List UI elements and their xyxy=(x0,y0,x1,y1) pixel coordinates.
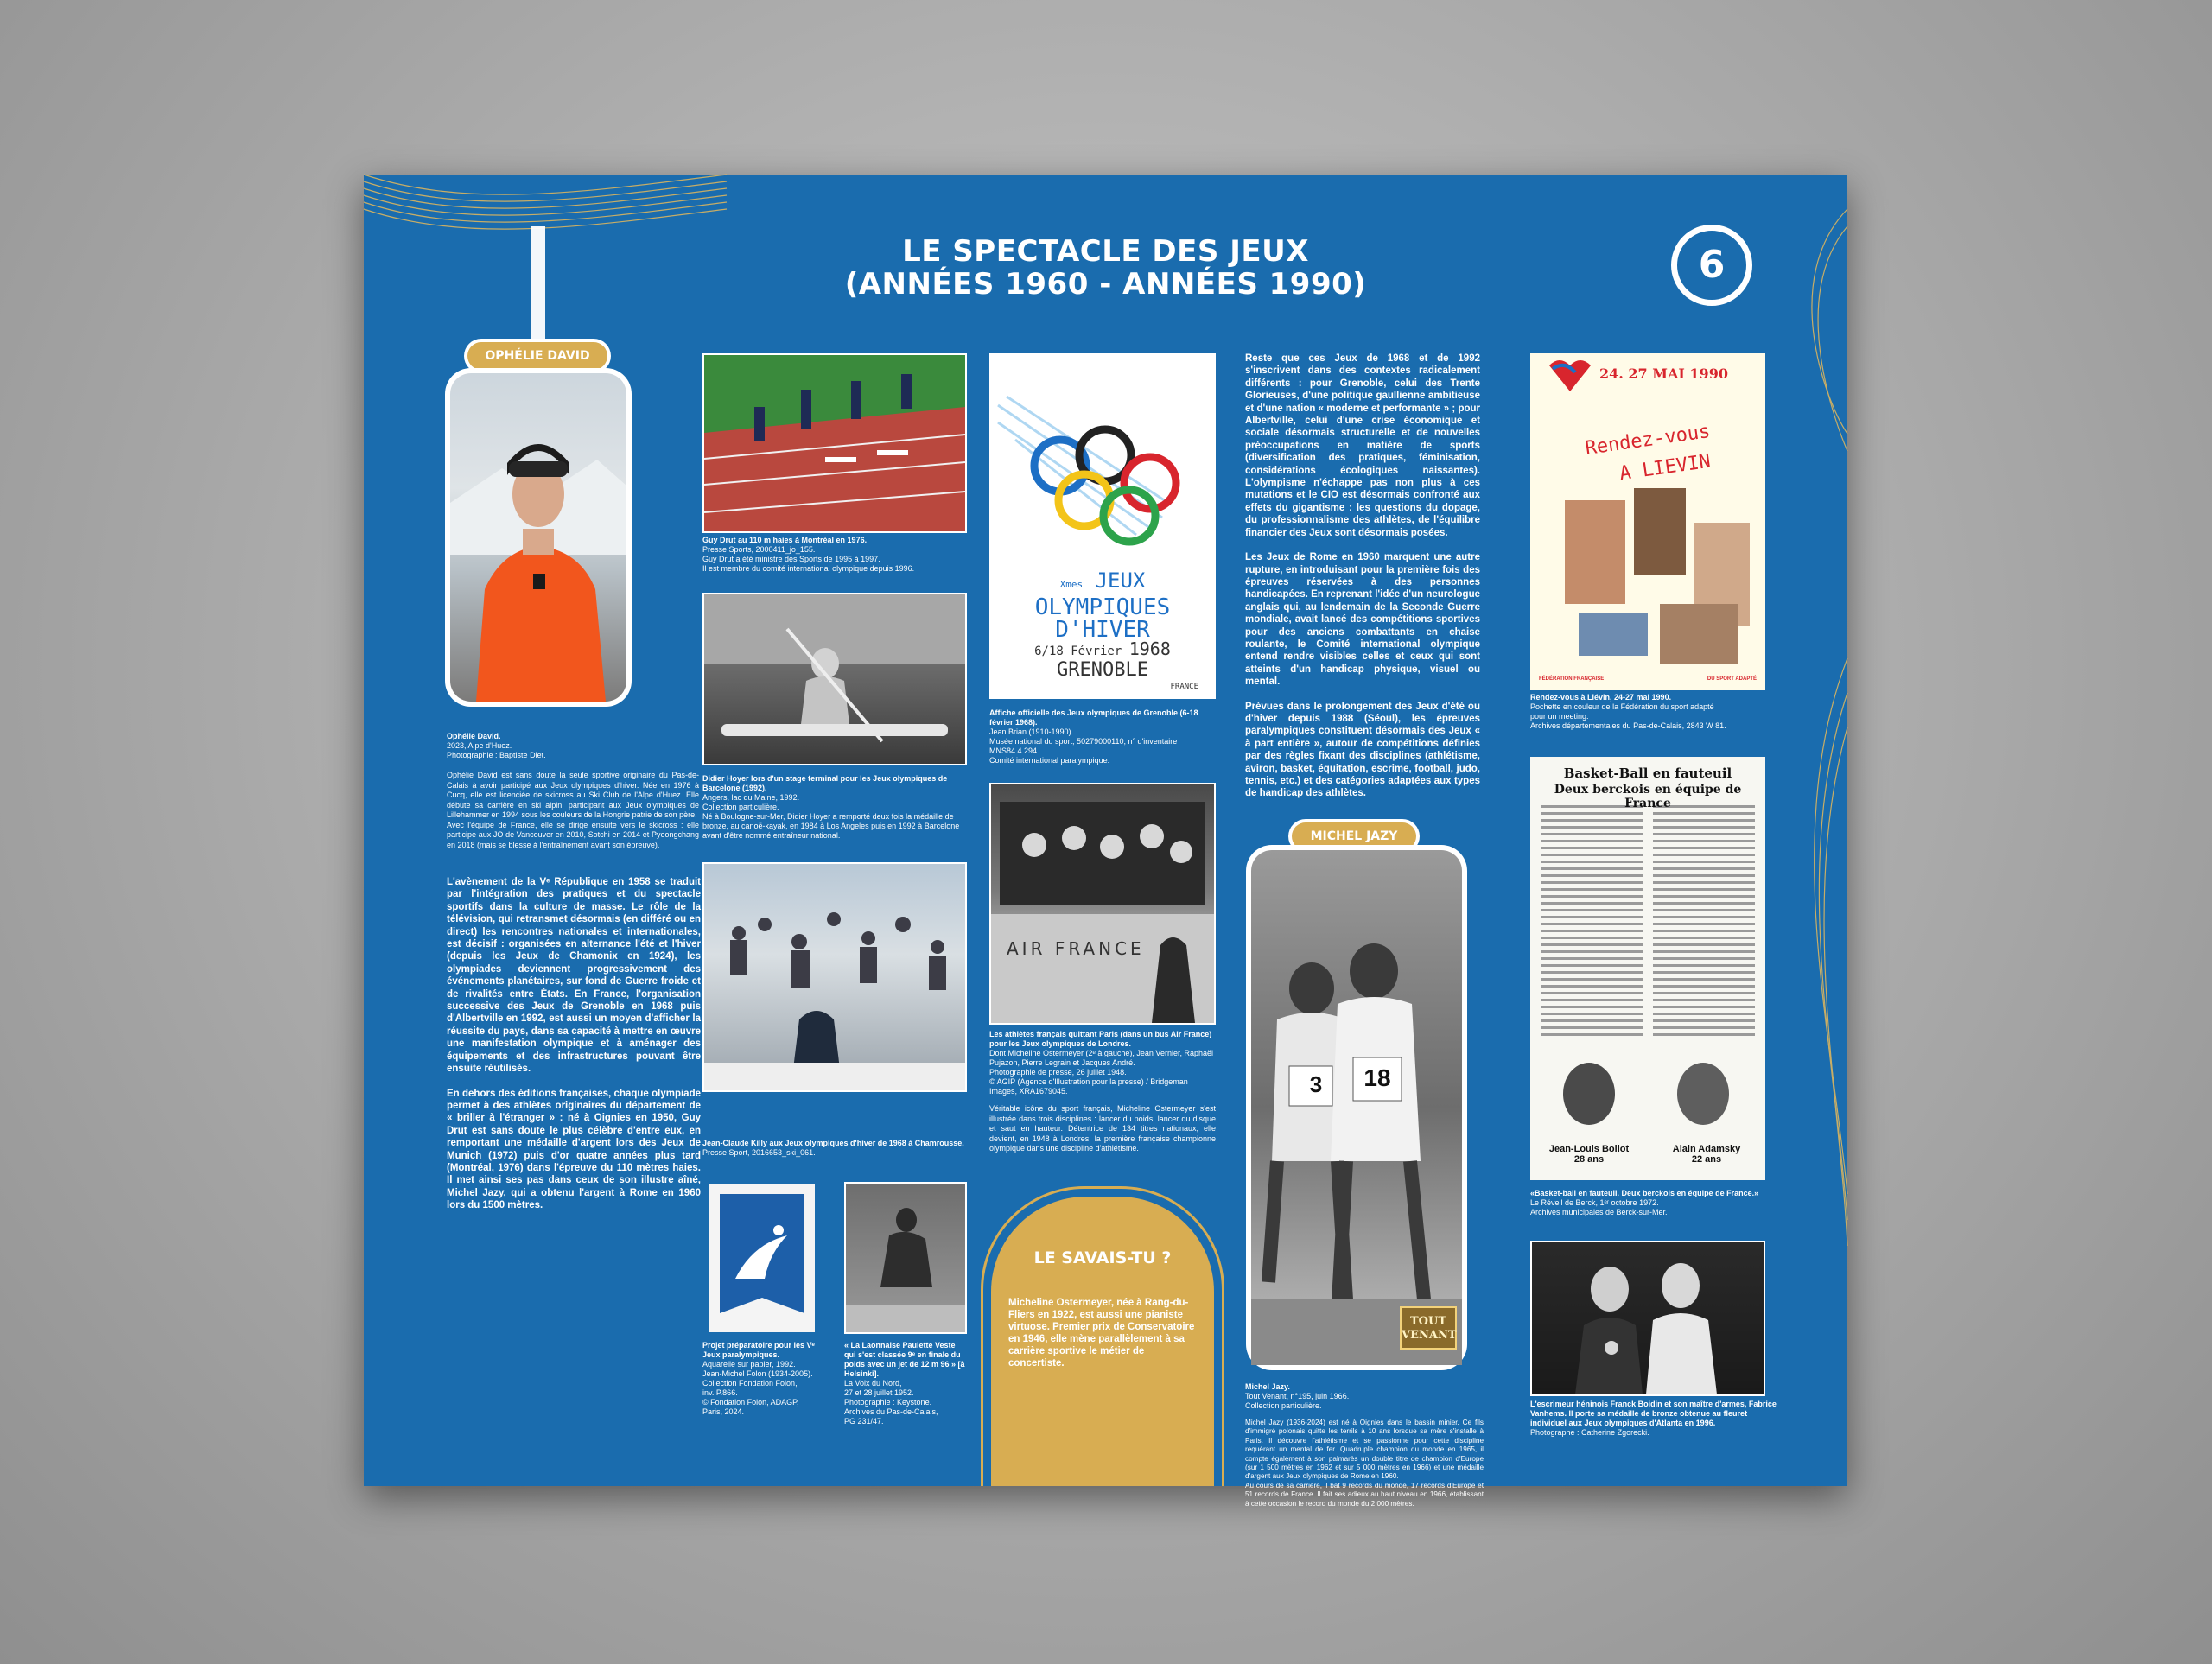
title-line-2: (ANNÉES 1960 - ANNÉES 1990) xyxy=(844,267,1367,302)
photo-air-france-bus xyxy=(989,783,1216,1025)
tag-ophelie-david: OPHÉLIE DAVID xyxy=(467,342,607,370)
bib-18: 18 xyxy=(1363,1064,1391,1091)
flyer-date: 24. 27 MAI 1990 xyxy=(1599,365,1728,382)
paragraph-contextes: Reste que ces Jeux de 1968 et de 1992 s'inscrivent dans des contextes radicalement différents : pour Grenoble, celui des Trente Glorieuses, d'une politique gaullienne ambitieuse et d'une nation « moderne et performante » ; pour Albertville, celui d'une crise économique et sociale désormais structurelle et de nouvelles préoccupations en matière de sports (diversification des pratiques, féminisation, considérations écologiques naissantes). L'olympisme n'échappe pas non plus à ces mutations et le CIO est désormais confronté aux effets du gigantisme : les questions du dopage, du professionnalisme des athlètes, de l'équilibre financier des Jeux sont désormais posées. xyxy=(1245,353,1480,538)
savais-title: LE SAVAIS-TU ? xyxy=(1033,1248,1172,1267)
photo-guy-drut xyxy=(702,353,967,533)
news-columns xyxy=(1530,757,1765,1180)
caption-didier-hoyer: Didier Hoyer lors d'un stage terminal pour les Jeux olympiques de Barcelone (1992). Angers, lac du Maine, 1992. Collection particulière. Né à Boulogne-sur-Mer, Didier Hoyer a remporté deux fois la médaille de bronze, au canoë-kayak, en 1984 à Los Angeles puis en 1992 à Barcelone avant d'être nommé entraîneur national. xyxy=(702,774,960,840)
exhibition-panel xyxy=(364,175,1847,1508)
page-title xyxy=(364,235,1847,301)
bus-photo xyxy=(991,784,1214,1023)
poster-grenoble-1968 xyxy=(989,353,1216,699)
caption-guy-drut: Guy Drut au 110 m haies à Montréal en 1976. Presse Sports, 2000411_jo_155. Guy Drut a été ministre des Sports de 1995 à 1997. Il est membre du comité international olympique depuis 1996. xyxy=(702,536,915,573)
tag-michel-jazy: MICHEL JAZY xyxy=(1292,822,1416,850)
caption-ophelie-david: Ophélie David. 2023, Alpe d'Huez. Photographie : Baptiste Diet. xyxy=(447,732,546,759)
olympic-rings-art xyxy=(989,353,1216,569)
portrait-michel-jazy xyxy=(1246,845,1467,1370)
bio-michel-jazy: Michel Jazy (1936-2024) est né à Oignies dans le bassin minier. Ce fils d'immigré polonais quitte les terrils à 10 ans lorsque sa mère s'installe à Paris. Il découvre l'athlétisme et se passionne pour cette discipline requérant un mental de fer. Quadruple champion du monde en 1965, il compte également à son palmarès un double titre de champion d'Europe (sur 1 500 mètres en 1962 et sur 5 000 mètres en 1966) et une médaille d'argent aux Jeux olympiques de Rome en 1960. Au cours de sa carrière, il bat 9 records du monde, 17 records d'Europe et 51 records de France. Il fait ses adieux au haut niveau en 1966, établissant à cette occasion le record du monde du 2 000 mètres. xyxy=(1245,1419,1484,1508)
flyer-footer-left: FÉDÉRATION FRANÇAISE xyxy=(1539,676,1605,682)
crowd-photo xyxy=(704,864,965,1090)
fencers-photo xyxy=(1532,1242,1764,1394)
news-headline-2: Deux berckois en équipe de France xyxy=(1554,783,1742,810)
flyer-footer-right: DU SPORT ADAPTÉ xyxy=(1707,676,1757,682)
bib-3: 3 xyxy=(1309,1071,1323,1097)
poster-text: Xmes JEUX OLYMPIQUES D'HIVER 6/18 Février 1968 GRENOBLE FRANCE xyxy=(1034,568,1198,691)
flyer-a-lievin: A LIEVIN xyxy=(1618,450,1713,486)
track-photo xyxy=(704,355,965,531)
bio-ophelie-david: Ophélie David est sans doute la seule sportive originaire du Pas-de-Calais à avoir participé aux Jeux olympiques d'hiver. Née en 1976 à Cucq, elle est licenciée de skicross au Ski Club de l'Alpe d'Huez. Elle débute sa carrière en ski alpin, participant aux Jeux olympiques de Lillehammer en 1994 sous les couleurs de la Hongrie patrie de son père. Avec l'équipe de France, elle se dirige ensuite vers le skicross : elle participe aux JO de Vancouver en 2010, Sotchi en 2014 et Pyeongchang en 2018 (mais se blesse à l'entraînement avant son épreuve). xyxy=(447,771,699,849)
photo-paulette-veste xyxy=(844,1182,967,1334)
race-photo xyxy=(1251,850,1462,1365)
photo-didier-hoyer xyxy=(702,593,967,765)
paragraph-rome-1960: Les Jeux de Rome en 1960 marquent une autre rupture, en introduisant pour la première fois des épreuves réservées à des personnes handicapées. En reprenant l'idée d'un neurologue anglais qui, au lendemain de la Seconde Guerre mondiale, avait lancé des compétitions sportives pour des anciens combattants en chaise roulante, le Comité international olympique entend rendre visibles celles et ceux qui sont atteints d'un handicap physique, visuel ou mental. xyxy=(1245,552,1480,688)
caption-air-france: Les athlètes français quittant Paris (dans un bus Air France) pour les Jeux olympiques de Londres. Dont Micheline Ostermeyer (2ᵉ à gauche), Jean Vernier, Raphaël Pujazon, Pierre Legrain et Jacques André. Photographie de presse, 26 juillet 1948. © AGIP (Agence d'Illustration pour la presse) / Bridgeman Images, XRA1679045. xyxy=(989,1030,1213,1096)
paragraph-paralympiques: Prévues dans le prolongement des Jeux d'été ou d'hiver depuis 1988 (Séoul), les épreuves paralympiques constituent désormais des Jeux « à part entière », autour de compétitions définies par des règles fixant des disciplines (athlétisme, aviron, basket, équitation, escrime, football, judo, tennis, etc.) et des catégories adaptées aux types de handicap des athlètes. xyxy=(1245,701,1480,799)
caption-poster-grenoble: Affiche officielle des Jeux olympiques de Grenoble (6-18 février 1968). Jean Brian (1910-1990). Musée national du sport, 50279000110, n° d'inventaire MNS84.4.294. Comité international paralympique. xyxy=(989,708,1198,765)
folon-illustration xyxy=(709,1184,815,1332)
skier-photo xyxy=(450,373,626,702)
title-line-1: LE SPECTACLE DES JEUX xyxy=(902,234,1309,269)
news-name-1: Jean-Louis Bollot 28 ans xyxy=(1548,1144,1630,1165)
photo-franck-boidin xyxy=(1530,1241,1765,1396)
caption-franck-boidin: L'escrimeur héninois Franck Boidin et son maître d'armes, Fabrice Vanhems. Il porte sa médaille de bronze obtenue au fleuret individuel aux Jeux olympiques d'Atlanta en 1996. Photographe : Catherine Zgorecki. xyxy=(1530,1400,1777,1437)
caption-paulette-veste: « La Laonnaise Paulette Veste qui s'est classée 9ᵉ en finale du poids avec un jet de 12 m 96 » [à Helsinki]. La Voix du Nord, 27 et 28 juillet 1952. Photographie : Keystone. Archives du Pas-de-Calais, PG 231/47. xyxy=(844,1341,965,1426)
savais-tu-box xyxy=(991,1197,1214,1486)
caption-newspaper: «Basket-ball en fauteuil. Deux berckois en équipe de France.» Le Réveil de Berck, 1ᵉʳ octobre 1972. Archives municipales de Berck-sur-Mer. xyxy=(1530,1189,1759,1216)
news-headline-1: Basket-Ball en fauteuil xyxy=(1563,765,1732,781)
paragraph-briller-etranger: En dehors des éditions françaises, chaque olympiade permet à des athlètes originaires du département de « briller à l'étranger » : né à Oignies en 1950, Guy Drut est sans doute le plus célèbre d'entre eux, en remportant une médaille d'argent lors des Jeux de Munich (1972) puis d'or quatre années plus tard (Montréal, 1976) dans l'épreuve du 110 mètres haies. Il met ainsi ses pas dans ceux de son illustre aîné, Michel Jazy, qui a obtenu l'argent à Rome en 1960 lors du 1500 mètres. xyxy=(447,1088,701,1211)
panel-number-badge: 6 xyxy=(1671,225,1752,306)
folon-watercolor xyxy=(709,1184,815,1332)
flyer-art xyxy=(1530,353,1765,690)
air-france-sign: AIR FRANCE xyxy=(1007,938,1145,959)
newspaper-basket-fauteuil xyxy=(1530,757,1765,1180)
caption-michel-jazy: Michel Jazy. Tout Venant, n°195, juin 1966. Collection particulière. xyxy=(1245,1382,1350,1410)
paragraph-ve-republique: L'avènement de la Vᵉ République en 1958 se traduit par l'intégration des pratiques et du spectacle sportifs dans la culture de masse. Le rôle de la télévision, qui retransmet désormais (en différé ou en direct) les rencontres nationales et internationales, est décisif : organisées en alternance l'été et l'hiver (depuis les Jeux de Chamonix en 1924), les olympiades deviennent progressivement des événements planétaires, sur fond de Guerre froide et de rivalités entre États. En France, l'organisation successive des Jeux de Grenoble en 1968 puis d'Albertville en 1992, est aussi un moyen d'afficher la réussite du pays, dans sa capacité à mettre en œuvre une manifestation olympique et à aménager des équipements et des infrastructures pouvant être ensuite réutilisés. xyxy=(447,877,701,1075)
main-text-col1 xyxy=(447,876,701,1224)
caption-folon: Projet préparatoire pour les Vᵉ Jeux paralympiques. Aquarelle sur papier, 1992. Jean-Michel Folon (1934-2005). Collection Fondation Folon, inv. P.866. © Fondation Folon, ADAGP, Paris, 2024. xyxy=(702,1341,815,1416)
flyer-rendez-vous-lievin xyxy=(1530,353,1765,690)
caption-flyer: Rendez-vous à Liévin, 24-27 mai 1990. Pochette en couleur de la Fédération du sport adapté pour un meeting. Archives départementales du Pas-de-Calais, 2843 W 81. xyxy=(1530,693,1726,730)
portrait-ophelie-david xyxy=(445,368,632,707)
caption-killy: Jean-Claude Killy aux Jeux olympiques d'hiver de 1968 à Chamrousse. Presse Sport, 2016653_ski_061. xyxy=(702,1139,964,1157)
tout-venant-stamp: TOUT VENANT xyxy=(1400,1306,1457,1350)
main-text-col4 xyxy=(1245,352,1480,812)
flyer-rendezvous: Rendez-vous xyxy=(1584,420,1712,460)
canoe-photo xyxy=(704,594,965,764)
text-ostermeyer: Véritable icône du sport français, Micheline Ostermeyer s'est illustrée dans trois disciplines : lancer du poids, lancer du disque et saut en hauteur. Détentrice de 134 titres nationaux, elle devient, en 1948 à Londres, la première française championne olympique dans une discipline d'athlétisme. xyxy=(989,1104,1216,1153)
savais-text: Micheline Ostermeyer, née à Rang-du-Fliers en 1922, est aussi une pianiste virtuose. Premier prix de Conservatoire en 1946, elle mène parallèlement à sa carrière sportive le métier de concertiste. xyxy=(1008,1298,1195,1369)
photo-jean-claude-killy xyxy=(702,862,967,1092)
news-name-2: Alain Adamsky 22 ans xyxy=(1672,1144,1741,1165)
shotput-photo xyxy=(846,1184,965,1332)
